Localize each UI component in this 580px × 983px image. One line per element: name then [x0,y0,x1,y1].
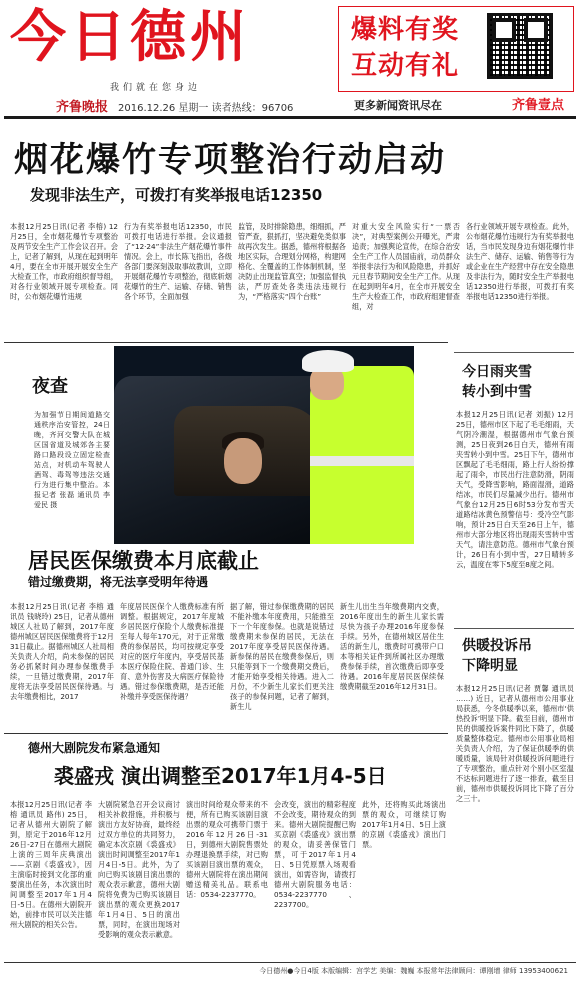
heating-title-line-1: 供暖投诉吊 [462,638,532,654]
promo-brand: 齐鲁壹点 [512,98,565,113]
weather-title-line-1: 今日雨夹雪 [462,364,532,380]
newspaper-slogan: 我们就在您身边 [110,83,202,93]
lead-column-5: 各行业领域开展专项检查。此外，公布烟花爆竹违规行为有奖举报电话，当市民发现身边有烟花爆竹非法生产、储存、运输、销售等行为或企业在生产经营中存在安全隐患及非法行为，随时安全生产举报电话12350进行举报，可拨打有奖举报电话12350进行举报。 [466,222,574,301]
heating-body: 本报12月25日讯(记者 贾馨 通讯员 ……) 近日，记者从德州市公用事业局获悉，今冬供暖季以来，德州市‘供热投诉’明显下降。截至目前，德州市民的供暖投诉案件同比下降了，供暖质量整体稳定。德州市公用事业局相关负责人介绍，为了保证供暖季的供暖质量，该局针对供暖投诉问题进行了专项整治，重点针对个别小区室温不达标问题进行了逐一排查，截至目前，德州市供暖投诉同比下降了百分之三十。 [456,684,574,803]
night-check-photo [114,346,414,544]
photo-caption: 为加强节日期间道路交通秩序治安管控，24日晚，齐河交警大队在城区国省道及城郊各主要路口路段设立固定检查站点，对机动车驾驶人酒驾、毒驾等违法交通行为进行集中整治。本报记者 张磊 通讯员 李爱民 摄 [34,411,110,509]
lead-column-2: 行为有奖举报电话12350，市民可拨打电话进行举报。会议通报了“12·24”非法生产烟花爆竹事件情况。会上，市长陈飞指出，各级各部门要深刻汲取事故教训，立即开展烟花爆竹专项整治，彻底斩烟花爆竹的生产、运输、存储、销售各个环节，全面加强 [124,222,232,301]
lead-subhead: 发现非法生产，可拨打有奖举报电话12350 [30,186,323,204]
parent-paper-name: 齐鲁晚报 [56,100,109,115]
theater-column-5: 此外，还将购买此场演出票的观众，可继续订购2017年1月4日、5日上演的京剧《裘盛戎》演出门票。 [362,800,446,849]
masthead [0,0,580,118]
newspaper-title: 今日德州 [10,5,250,70]
promo-box [338,6,574,92]
weather-divider [454,352,574,353]
lead-column-4: 对重大安全风险实行“一票否决”，对典型案例公开曝光，严肃追责；加强舆论宣传，在综合治安全生产工作人员国庙前，动员群众举报非法行为和风险隐患，并抓好元旦春节期间安全生产工作。从现在起到明年4月，在全市开展安全生产大检查工作，市政府组建督查组，对 [352,222,460,311]
driver-face [224,438,262,484]
medical-column-2: 年度居民医保个人缴费标准有所调整。根据规定，2017年度城乡居民医疗保险个人缴费标准提至每人每年170元，对于正常缴费的参保居民，均可按规定享受对应的医疗年度内，享受居民基本医疗保险住院、普通门诊、生育、意外伤害及大病医疗保险待遇。错过参保缴费期，是否还能补缴并享受医保待遇？ [120,602,224,701]
heating-divider [454,628,574,629]
qr-code-icon[interactable] [487,13,553,79]
medical-headline: 居民医保缴费本月底截止 [28,549,259,573]
promo-line-2: 互动有礼 [351,51,460,81]
footer-credits: 今日德州●今日4版 本版编辑：宫学艺 美编：魏巍 本报常年法律顾问：谭刚增 律师 13953400621 [259,967,568,975]
photo-story-title: 夜查 [32,376,68,397]
weather-title-line-2: 转小到中雪 [462,384,532,400]
dateline: 2016.12.26 星期一 读者热线：96706 [118,103,294,114]
theater-column-2: 大剧院紧急召开会议商讨相关补救措施，并积极与演出方友好协商，最终经过双方单位的共同努力，确定本次京剧《裘盛戎》演出时间调整至2017年1月4日-5日。此外，为了向已购买该剧目演出票的观众表示歉意，德州大剧院将免费为已购买该剧目演出票的观众更换2017年1月4日、5日的演出票，同时，在演出现场对受影响的观众表示歉意。 [98,800,180,939]
masthead-divider [4,116,576,119]
heating-title-line-2: 下降明显 [462,658,518,674]
page-footer [4,962,576,978]
weather-body: 本报12月25日讯(记者 刘振) 12月25日，德州市区下起了毛毛细雨，天气阴冷潮湿，根据德州市气象台预测，25日夜到26日白天，德州有雨夹雪转小到中雪。25日下午，德州市区飘起了毛毛细雨，路上行人纷纷撑起了雨伞，市民出行注意防滑，阴雨天气，受降雪影响，路面湿滑，道路结冰，市民们尽量减少出行。德州市气象台12月25日6时53分发布雪天道路结冰黄色预警信号：受冷空气影响，预计25日白天至26日上午，德州市大部分地区将出现雨夹雪转中雪天气，请注意防范。德州市气象台预计，26日有小到中雪，27日晴转多云，温度在零下5度至8度之间。 [456,410,574,569]
medical-column-3: 据了解，错过参保缴费期的居民不能补缴本年度费用，只能推至下一个年度参保。也就是说错过缴费期未参保的居民，无法在2017年度享受居民医保待遇。新参保的居民在缴费参保后，则只能等到下一个缴费期交费后，才能开始享受相关待遇。进入二月份，不少新生儿家长们更关注孩子的参保问题，记者了解到，新生儿 [230,602,334,711]
medical-subhead: 错过缴费期，将无法享受明年待遇 [28,575,209,589]
theater-column-3: 演出时间给观众带来的不便，所有已购买该剧目演出票的观众可携带门票于2016年12月26日-31日，到德州大剧院售票处办理退换票手续，对已购买该剧目演出票的观众，德州大剧院将在演出期间赠送精美礼品。联系电话：0534-2237770。 [186,800,268,899]
theater-column-4: 会改变，演出的精彩程度不会改变，期待观众的到来。德州大剧院提醒已购买京剧《裘盛戎》演出票的观众，请妥善保管门票，可于2017年1月4日、5日凭原票入场观看演出，如需咨询，请拨打德州大剧院服务电话：0534-2237770、2237700。 [274,800,356,909]
medical-column-4: 新生儿出生当年缴费期内交费，2016年度出生的新生儿家长需尽快为孩子办理2016年度参保手续。另外，在德州城区居住生活的新生儿，缴费时可携带户口本等相关证件到所属社区办理缴费参保手续，首次缴费后即享受待遇。2016年度居民医保续保缴费期截至2016年12月31日。 [340,602,444,691]
officer-cap [302,350,354,372]
lead-column-1: 本报12月25日讯(记者 李榕) 12月25日，全市烟花爆竹专项整治及两节安全生产工作会议召开。会上，记者了解到，从现在起到明年4月，要在全市开展开展安全生产大检查工作，市政府组织督导组，对各行业领域开展专项检查。同时，公布烟花爆竹违规 [10,222,118,301]
promo-subtitle: 更多新闻资讯尽在 [354,99,442,112]
section-divider [4,342,448,343]
officer-reflective-stripe [310,456,414,466]
lead-headline: 烟花爆竹专项整治行动启动 [14,140,446,180]
lead-column-3: 监管，及时排除隐患，细细抓，严管严查，狠抓打，坚决避免类似事故再次发生。据悉，德州将根据各地区实际，合理划分网格，构建网格化、全覆盖的工作体制机制，坚决防止出现监管真空；加强监督执法，严厉查处各类违法违规行为，“严格落实“四个台账” [238,222,346,301]
promo-line-1: 爆料有奖 [351,15,460,45]
theater-headline: 裘盛戎 演出调整至2017年1月4-5日 [54,764,387,788]
theater-column-1: 本报12月25日讯(记者 李榕 通讯员 路伟) 25日，记者从德州大剧院了解到，原定于2016年12月26日-27日在德州大剧院上演的三周年庆典演出——京剧《裘盛戎》，因主演临时接到文化部的重要演出任务，本次演出时间调整至2017年1月4日-5日。在德州大剧院开始，前排市民可以关注德州大剧院的相关公告。 [10,800,92,929]
section-divider-2 [4,733,448,734]
theater-kicker: 德州大剧院发布紧急通知 [28,741,161,755]
medical-column-1: 本报12月25日讯(记者 李榕 通讯员 钱晓玲) 25日，记者从德州城区人社局了解到，2017年度德州城区居民医保缴费将于12月31日截止。据德州城区人社局相关负责人介绍，尚未参保的居民务必抓紧时间办理参保缴费手续，一旦错过缴费期，2017年度将无法享受居民医保待遇。与去年缴费相比，2017 [10,602,114,701]
